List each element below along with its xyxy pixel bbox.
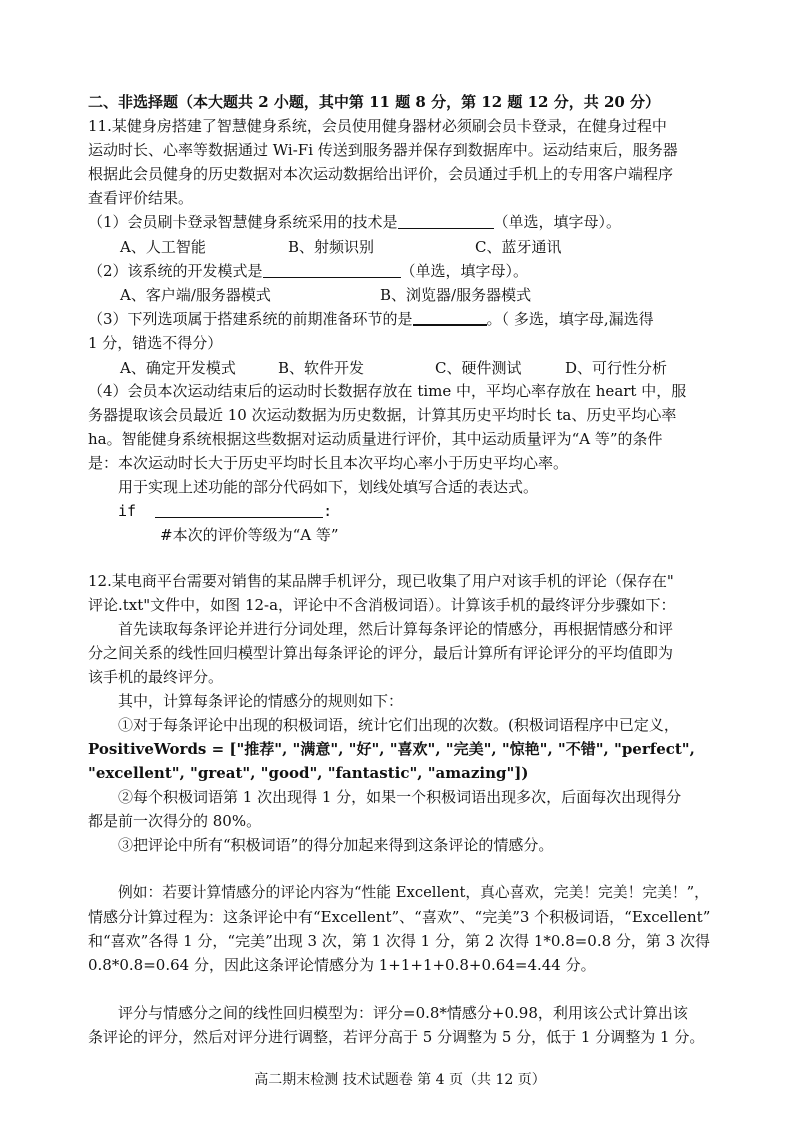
q12-rules-intro: 其中，计算每条评论的情感分的规则如下： [118, 692, 404, 710]
q11-part1-option-c: C、蓝牙通讯 [475, 238, 562, 256]
q11-part2 [88, 260, 528, 282]
q11-part1 [88, 211, 621, 233]
q12-rule2-line-2: 都是前一次得分的 80%。 [88, 812, 262, 830]
q11-part1-text: （1）会员刷卡登录智慧健身系统采用的技术是 [88, 213, 398, 231]
q11-part3-option-a: A、确定开发模式 [120, 359, 236, 377]
q11-stem-line-3: 根据此会员健身的历史数据对本次运动数据给出评价，会员通过手机上的专用客户端程序 [88, 165, 674, 183]
q11-part4-line-4: 是：本次运动时长大于历史平均时长且本次平均心率小于历史平均心率。 [88, 454, 569, 472]
q12-rule1-line-3: "excellent", "great", "good", "fantastic", "amazing"]) [88, 764, 529, 782]
q12-stem-line-2: 评论.txt"文件中，如图 12-a，评论中不含消极词语）。计算该手机的最终评分步骤如下： [88, 596, 676, 614]
q11-part1-text-after: （单选，填字母）。 [493, 213, 622, 231]
q12-rule2-line-1: ②每个积极词语第 1 次出现得 1 分，如果一个积极词语出现多次，后面每次出现得分 [118, 788, 682, 806]
q11-part2-option-a: A、客户端/服务器模式 [120, 286, 271, 304]
q11-part4-line-3: ha。智能健身系统根据这些数据对运动质量进行评价，其中运动质量评为“A 等”的条件 [88, 430, 663, 448]
q12-example-line-4: 0.8*0.8=0.64 分，因此这条评论情感分为 1+1+1+0.8+0.64=4.44 分。 [88, 956, 596, 974]
q11-part1-option-b: B、射频识别 [288, 238, 375, 256]
q11-part3-text: （3）下列选项属于搭建系统的前期准备环节的是 [88, 310, 413, 328]
q11-part3-option-c: C、硬件测试 [435, 359, 522, 377]
code-colon: : [323, 502, 333, 520]
q12-para-line-3: 该手机的最终评分。 [88, 668, 224, 686]
q11-part2-option-b: B、浏览器/服务器模式 [380, 286, 532, 304]
q11-stem-line-1: 11.某健身房搭建了智慧健身系统，会员使用健身器材必须刷会员卡登录，在健身过程中 [88, 117, 667, 135]
q11-stem-line-4: 查看评价结果。 [88, 189, 194, 207]
q11-part3-line-2: 1 分，错选不得分） [88, 334, 223, 352]
answer-blank [155, 501, 323, 518]
q12-rule1-line-1: ①对于每条评论中出现的积极词语，统计它们出现的次数。(积极词语程序中已定义， [118, 716, 679, 734]
code-comment: #本次的评价等级为“A 等” [160, 526, 339, 544]
q11-part3-option-d: D、可行性分析 [565, 359, 668, 377]
q11-part3 [88, 308, 654, 330]
code-if-line [118, 500, 332, 522]
q12-para-line-1: 首先读取每条评论并进行分词处理，然后计算每条评论的情感分，再根据情感分和评 [118, 620, 674, 638]
q11-part1-option-a: A、人工智能 [120, 238, 206, 256]
q12-para-line-2: 分之间关系的线性回归模型计算出每条评论的评分，最后计算所有评论评分的平均值即为 [88, 644, 674, 662]
q12-rule3: ③把评论中所有“积极词语”的得分加起来得到这条评论的情感分。 [118, 836, 554, 854]
q12-example-line-2: 情感分计算过程为：这条评论中有“Excellent”、“喜欢”、“完美”3 个积极词语，“Excellent” [88, 908, 711, 926]
answer-blank [413, 308, 487, 326]
q12-model-line-2: 条评论的评分，然后对评分进行调整，若评分高于 5 分调整为 5 分，低于 1 分调整为 1 分。 [88, 1028, 705, 1046]
q11-part3-text-after: 。（ 多选，填字母,漏选得 [486, 310, 654, 328]
q12-rule1-line-2: PositiveWords = ["推荐", "满意", "好", "喜欢", "完美", "惊艳", "不错", "perfect", [88, 740, 695, 758]
q11-part2-text-after: （单选，填字母）。 [400, 262, 529, 280]
q11-part4-line-1: （4）会员本次运动结束后的运动时长数据存放在 time 中，平均心率存放在 heart 中，服 [88, 382, 687, 400]
answer-blank [263, 261, 401, 278]
q11-part2-text: （2）该系统的开发模式是 [88, 262, 263, 280]
q12-stem-line-1: 12.某电商平台需要对销售的某品牌手机评分，现已收集了用户对该手机的评论（保存在" [88, 572, 674, 590]
section-title: 二、非选择题（本大题共 2 小题，其中第 11 题 8 分，第 12 题 12 分，共 20 分） [88, 93, 661, 111]
q11-stem-line-2: 运动时长、心率等数据通过 Wi-Fi 传送到服务器并保存到数据库中。运动结束后，服务器 [88, 141, 678, 159]
code-if-keyword: if [118, 502, 137, 520]
q11-part3-option-b: B、软件开发 [278, 359, 365, 377]
q12-example-line-1: 例如：若要计算情感分的评论内容为“性能 Excellent，真心喜欢，完美！完美！完美！”， [118, 884, 709, 901]
q11-part4-instruction: 用于实现上述功能的部分代码如下，划线处填写合适的表达式。 [118, 478, 539, 496]
q12-example-line-3: 和“喜欢”各得 1 分，“完美”出现 3 次，第 1 次得 1 分，第 2 次得 1*0.8=0.8 分，第 3 次得 [88, 932, 711, 950]
q12-model-line-1: 评分与情感分之间的线性回归模型为：评分=0.8*情感分+0.98，利用该公式计算出该 [118, 1004, 688, 1022]
answer-blank [398, 212, 494, 229]
q11-part4-line-2: 务器提取该会员最近 10 次运动数据为历史数据，计算其历史平均时长 ta、历史平均心率 [88, 406, 677, 424]
page-footer: 高二期末检测 技术试题卷 第 4 页（共 12 页） [254, 1072, 546, 1088]
